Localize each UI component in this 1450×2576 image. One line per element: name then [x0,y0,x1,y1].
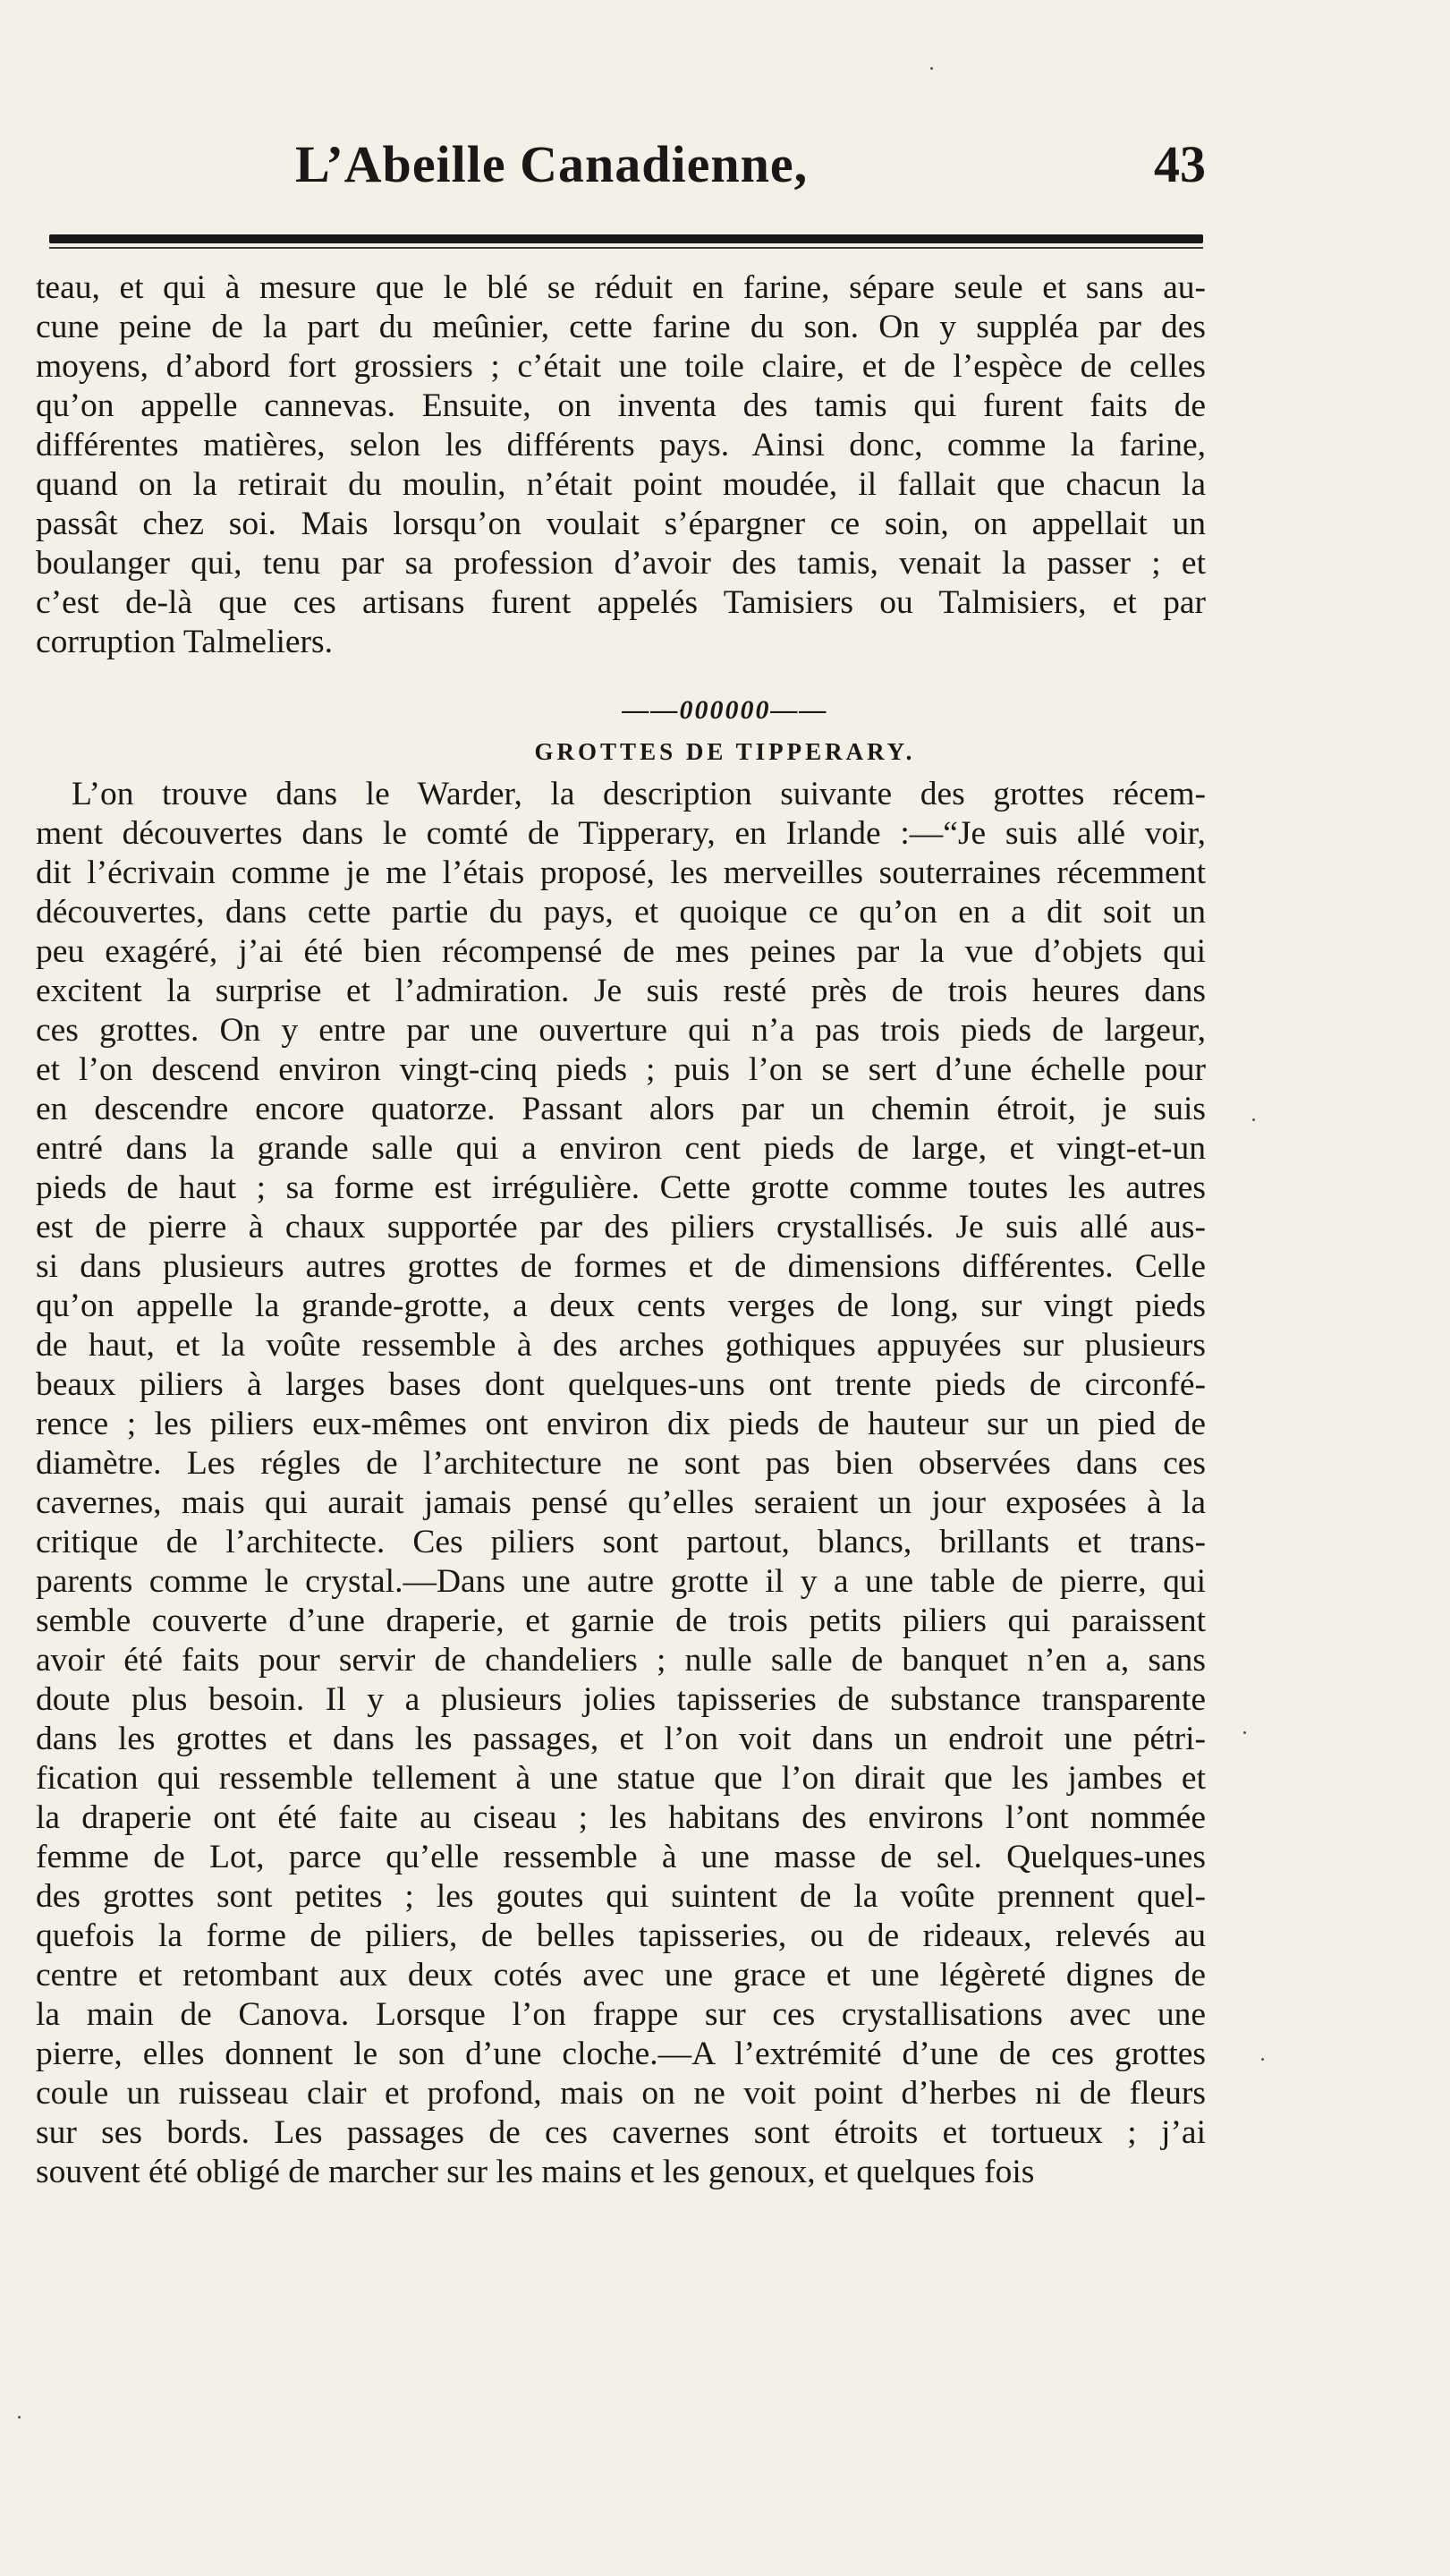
text-line: c’est de-là que ces artisans furent appelés Tamisiers ou Talmisiers, et par [36,584,1206,621]
text-line: doute plus besoin. Il y a plusieurs jolies tapisseries de substance transparente [36,1681,1206,1718]
text-line: centre et retombant aux deux cotés avec une grace et une légèreté dignes de [36,1957,1206,1994]
text-line: pieds de haut ; sa forme est irrégulière. Cette grotte comme toutes les autres [36,1169,1206,1206]
text-line: rence ; les piliers eux-mêmes ont environ dix pieds de hauteur sur un pied de [36,1406,1206,1442]
text-line: dans les grottes et dans les passages, et l’on voit dans un endroit une pétri- [36,1721,1206,1757]
text-line: femme de Lot, parce qu’elle ressemble à une masse de sel. Quelques-unes [36,1839,1206,1875]
section-title: GROTTES DE TIPPERARY. [534,738,916,765]
text-line: quefois la forme de piliers, de belles tapisseries, ou de rideaux, relevés au [36,1917,1206,1954]
text-line: si dans plusieurs autres grottes de formes et de dimensions différentes. Celle [36,1248,1206,1285]
text-line: critique de l’architecte. Ces piliers sont partout, blancs, brillants et trans- [36,1524,1206,1560]
paragraph-bakers [36,268,1206,662]
text-line: la draperie ont été faite au ciseau ; les habitans des environs l’ont nommée [36,1799,1206,1836]
text-line: corruption Talmeliers. [36,624,334,660]
paper-speck [1261,2058,1264,2061]
text-line: passât chez soi. Mais lorsqu’on voulait s’épargner ce soin, on appellait un [36,506,1206,542]
text-line: différentes matières, selon les différents pays. Ainsi donc, comme la farine, [36,427,1206,463]
header-rule [49,234,1203,243]
text-line: dit l’écrivain comme je me l’étais proposé, les merveilles souterraines récemment [36,854,1206,891]
text-line: parents comme le crystal.—Dans une autre grotte il y a une table de pierre, qui [36,1563,1206,1600]
text-line: découvertes, dans cette partie du pays, et quoique ce qu’on en a dit soit un [36,894,1206,931]
text-line: cune peine de la part du meûnier, cette farine du son. On y suppléa par des [36,309,1206,345]
text-line: en descendre encore quatorze. Passant alors par un chemin étroit, je suis [36,1091,1206,1127]
text-line: de haut, et la voûte ressemble à des arches gothiques appuyées sur plusieurs [36,1327,1206,1364]
text-line: excitent la surprise et l’admiration. Je suis resté près de trois heures dans [36,973,1206,1009]
text-line: la main de Canova. Lorsque l’on frappe sur ces crystallisations avec une [36,1996,1206,2033]
paragraph-grottes [36,775,1206,2192]
running-head: L’Abeille Canadienne, [295,135,809,193]
header-rule-thin [49,247,1203,249]
paper-speck [930,67,933,70]
text-line: et l’on descend environ vingt-cinq pieds ; puis l’on se sert d’une échelle pour [36,1051,1206,1088]
page-header [268,134,1217,206]
section-separator: ——000000—— [622,695,828,725]
text-line: beaux piliers à larges bases dont quelques-uns ont trente pieds de circonfé- [36,1366,1206,1403]
text-line: boulanger qui, tenu par sa profession d’avoir des tamis, venait la passer ; et [36,545,1206,582]
text-line: L’on trouve dans le Warder, la description suivante des grottes récem- [72,776,1206,812]
text-line: cavernes, mais qui aurait jamais pensé qu’elles seraient un jour exposées à la [36,1484,1206,1521]
text-line: coule un ruisseau clair et profond, mais on ne voit point d’herbes ni de fleurs [36,2075,1206,2112]
text-line: semble couverte d’une draperie, et garnie de trois petits piliers qui paraissent [36,1603,1206,1639]
text-line: quand on la retirait du moulin, n’était point moudée, il fallait que chacun la [36,466,1206,503]
text-line: pierre, elles donnent le son d’une cloche.—A l’extrémité d’une de ces grottes [36,2036,1206,2072]
text-line: entré dans la grande salle qui a environ cent pieds de large, et vingt-et-un [36,1130,1206,1167]
text-line: teau, et qui à mesure que le blé se réduit en farine, sépare seule et sans au- [36,269,1206,306]
text-line: souvent été obligé de marcher sur les mains et les genoux, et quelques fois [36,2154,1035,2190]
text-line: fication qui ressemble tellement à une statue que l’on dirait que les jambes et [36,1760,1206,1797]
text-line: avoir été faits pour servir de chandeliers ; nulle salle de banquet n’en a, sans [36,1642,1206,1679]
text-line: moyens, d’abord fort grossiers ; c’était une toile claire, et de l’espèce de celles [36,348,1206,385]
page-number: 43 [1154,135,1206,193]
text-line: est de pierre à chaux supportée par des piliers crystallisés. Je suis allé aus- [36,1209,1206,1245]
text-line: diamètre. Les régles de l’architecture ne sont pas bien observées dans ces [36,1445,1206,1482]
text-line: qu’on appelle la grande-grotte, a deux cents verges de long, sur vingt pieds [36,1288,1206,1324]
paper-speck [1243,1731,1246,1734]
text-line: ment découvertes dans le comté de Tipperary, en Irlande :—“Je suis allé voir, [36,815,1206,852]
paper-speck [18,2416,21,2419]
text-line: sur ses bords. Les passages de ces cavernes sont étroits et tortueux ; j’ai [36,2114,1206,2151]
text-line: qu’on appelle cannevas. Ensuite, on inventa des tamis qui furent faits de [36,387,1206,424]
text-line: peu exagéré, j’ai été bien récompensé de mes peines par la vue d’objets qui [36,933,1206,970]
text-line: ces grottes. On y entre par une ouverture qui n’a pas trois pieds de largeur, [36,1012,1206,1049]
paper-speck [1252,1118,1255,1121]
text-line: des grottes sont petites ; les goutes qui suintent de la voûte prennent quel- [36,1878,1206,1915]
